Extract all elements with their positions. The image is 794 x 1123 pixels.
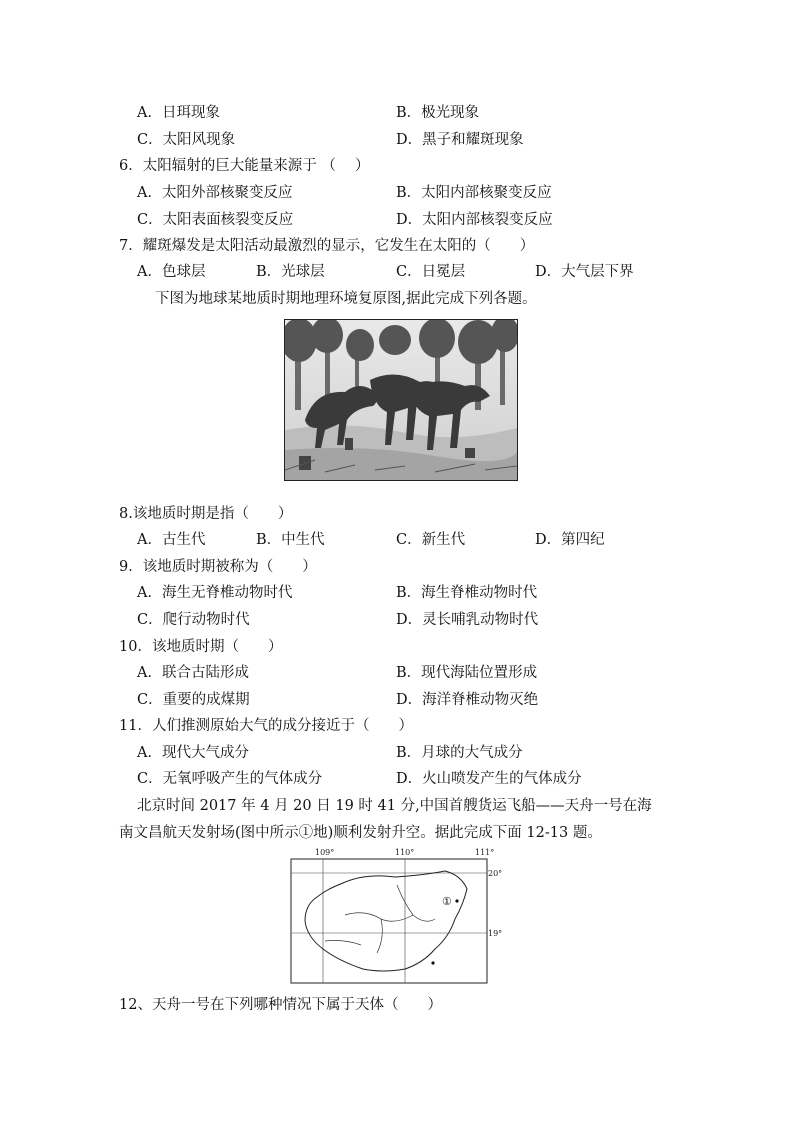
q5-option-a: A．日珥现象	[137, 105, 220, 121]
q7-option-b: B．光球层	[256, 264, 325, 280]
q6-option-d: D．太阳内部核裂变反应	[396, 212, 553, 228]
lon-label-111: 111°	[475, 848, 495, 857]
q6-stem: 6．太阳辐射的巨大能量来源于 （ ）	[119, 158, 370, 174]
q11-stem: 11．人们推测原始大气的成分接近于（ ）	[119, 718, 413, 734]
lat-label-19: 19°	[488, 929, 503, 938]
paleo-environment-figure	[284, 319, 518, 481]
q10-option-b: B．现代海陆位置形成	[396, 665, 538, 681]
intro-paleo: 下图为地球某地质时期地理环境复原图,据此完成下列各题。	[155, 291, 537, 307]
intro-launch-line2: 南文昌航天发射场(图中所示①地)顺利发射升空。据此完成下面 12-13 题。	[119, 825, 602, 841]
q5-option-b: B．极光现象	[396, 105, 480, 121]
q5-option-c: C．太阳风现象	[137, 132, 236, 148]
q9-option-c: C．爬行动物时代	[137, 612, 250, 628]
q8-option-c: C．新生代	[396, 532, 466, 548]
q6-option-a: A．太阳外部核聚变反应	[137, 185, 293, 201]
q11-option-b: B．月球的大气成分	[396, 745, 523, 761]
q5-option-d: D．黑子和耀斑现象	[396, 132, 524, 148]
q12-stem: 12、天舟一号在下列哪种情况下属于天体（ ）	[119, 997, 442, 1013]
city-dot	[431, 961, 434, 964]
lon-label-109: 109°	[315, 848, 335, 857]
q8-option-a: A．古生代	[137, 532, 206, 548]
q10-stem: 10．该地质时期（ ）	[119, 639, 283, 655]
q9-stem: 9．该地质时期被称为（ ）	[119, 559, 317, 575]
q10-option-c: C．重要的成煤期	[137, 692, 250, 708]
launch-site-dot	[455, 899, 458, 902]
q6-option-b: B．太阳内部核聚变反应	[396, 185, 552, 201]
launch-site-marker: ①	[442, 895, 452, 908]
q11-option-a: A．现代大气成分	[137, 745, 249, 761]
intro-launch-line1: 北京时间 2017 年 4 月 20 日 19 时 41 分,中国首艘货运飞船——天舟一号在海	[137, 798, 652, 814]
lat-label-20: 20°	[488, 869, 503, 878]
hainan-map	[285, 845, 507, 985]
q8-option-d: D．第四纪	[535, 532, 605, 548]
q8-stem: 8.该地质时期是指（ ）	[119, 506, 293, 522]
q11-option-d: D．火山喷发产生的气体成分	[396, 771, 582, 787]
q11-option-c: C．无氧呼吸产生的气体成分	[137, 771, 323, 787]
lon-label-110: 110°	[395, 848, 415, 857]
q9-option-b: B．海生脊椎动物时代	[396, 585, 538, 601]
q7-option-c: C．日冕层	[396, 264, 466, 280]
q9-option-a: A．海生无脊椎动物时代	[137, 585, 293, 601]
q8-option-b: B．中生代	[256, 532, 325, 548]
q7-option-a: A．色球层	[137, 264, 206, 280]
q6-option-c: C．太阳表面核裂变反应	[137, 212, 294, 228]
dinosaur-illustration	[285, 320, 517, 480]
q10-option-d: D．海洋脊椎动物灭绝	[396, 692, 539, 708]
q7-stem: 7．耀斑爆发是太阳活动最激烈的显示，它发生在太阳的（ ）	[119, 238, 535, 254]
q10-option-a: A．联合古陆形成	[137, 665, 249, 681]
q9-option-d: D．灵长哺乳动物时代	[396, 612, 539, 628]
q7-option-d: D．大气层下界	[535, 264, 634, 280]
